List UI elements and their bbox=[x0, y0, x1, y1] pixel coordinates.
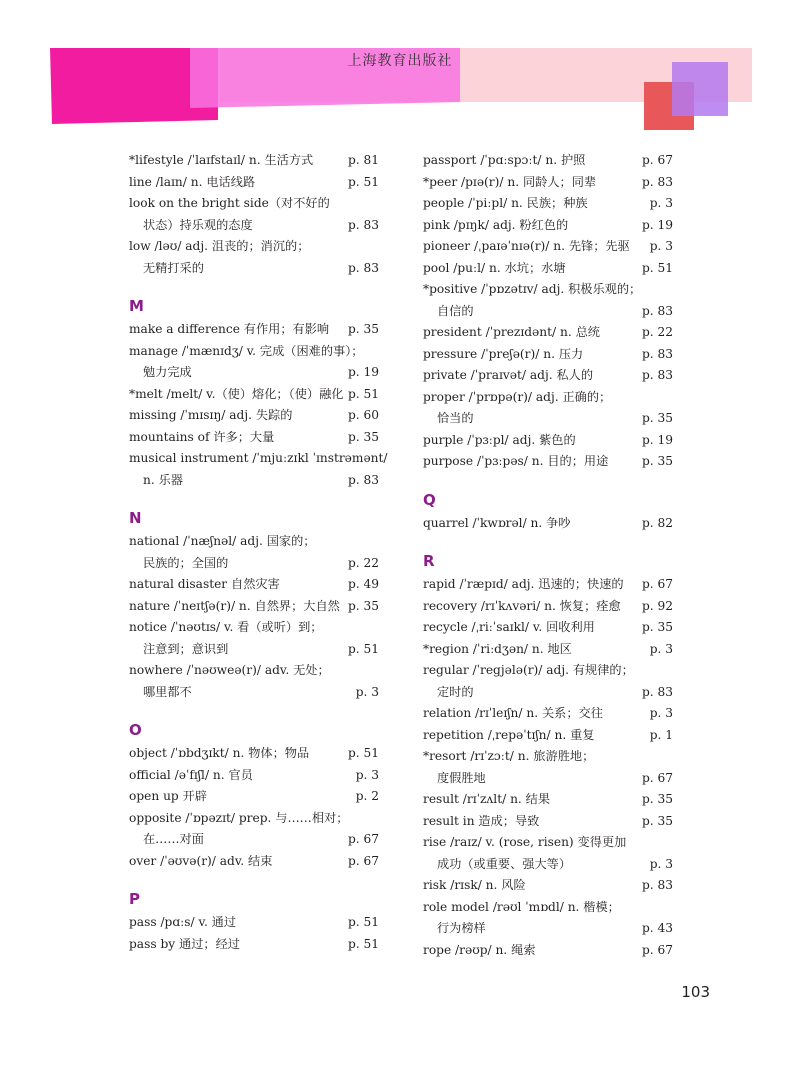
entry-page-ref: p. 22 bbox=[641, 325, 673, 339]
glossary-entry bbox=[129, 574, 379, 596]
glossary-entry bbox=[129, 660, 379, 682]
entry-text: rapid /ˈræpɪd/ adj. 迅速的；快速的 bbox=[423, 577, 624, 591]
entry-page-ref: p. 35 bbox=[641, 411, 673, 425]
entry-text: recycle /ˌriːˈsaɪkl/ v. 回收利用 bbox=[423, 620, 595, 634]
entry-text: repetition /ˌrepəˈtɪʃn/ n. 重复 bbox=[423, 727, 595, 742]
entry-page-ref: p. 67 bbox=[347, 832, 379, 846]
entry-page-ref: p. 35 bbox=[641, 620, 673, 634]
entry-page-ref: p. 3 bbox=[649, 706, 673, 720]
glossary-entry-continuation bbox=[129, 362, 379, 384]
glossary-entry bbox=[423, 279, 673, 301]
entry-text: pass /pɑːs/ v. 通过 bbox=[129, 915, 237, 929]
glossary-entry-continuation bbox=[129, 470, 379, 492]
entry-text: line /laɪn/ n. 电话线路 bbox=[129, 174, 256, 189]
glossary-entry bbox=[129, 341, 379, 363]
glossary-entry-continuation bbox=[129, 258, 379, 280]
glossary-left-column bbox=[129, 150, 388, 955]
entry-text: 恰当的 bbox=[437, 411, 474, 425]
entry-page-ref: p. 83 bbox=[347, 260, 379, 275]
entry-page-ref: p. 35 bbox=[347, 429, 379, 444]
glossary-entry-continuation bbox=[129, 215, 379, 237]
entry-text: official /əˈfɪʃl/ n. 官员 bbox=[129, 767, 253, 782]
entry-page-ref: p. 67 bbox=[641, 153, 673, 167]
entry-page-ref: p. 67 bbox=[347, 853, 379, 868]
entry-page-ref: p. 83 bbox=[641, 346, 673, 361]
entry-text: opposite /ˈɒpəzɪt/ prep. 与……相对； bbox=[129, 810, 349, 825]
entry-text: mountains of 许多；大量 bbox=[129, 429, 275, 444]
glossary-entry bbox=[423, 236, 673, 258]
entry-text: recovery /rɪˈkʌvəri/ n. 恢复；痊愈 bbox=[423, 598, 621, 613]
entry-text: people /ˈpiːpl/ n. 民族；种族 bbox=[423, 196, 588, 210]
section-letter-label: Q bbox=[423, 490, 436, 509]
glossary-entry-continuation bbox=[423, 918, 673, 940]
glossary-entry-continuation bbox=[129, 553, 379, 575]
entry-text: *region /ˈriːdʒən/ n. 地区 bbox=[423, 641, 572, 656]
entry-page-ref: p. 83 bbox=[641, 303, 673, 318]
entry-text: *peer /pɪə(r)/ n. 同龄人；同辈 bbox=[423, 174, 597, 189]
entry-page-ref: p. 60 bbox=[347, 408, 379, 422]
entry-text: nature /ˈneɪtʃə(r)/ n. 自然界；大自然 bbox=[129, 598, 340, 613]
section-letter-label: M bbox=[129, 297, 144, 315]
glossary-entry bbox=[423, 451, 673, 473]
entry-text: passport /ˈpɑːspɔːt/ n. 护照 bbox=[423, 153, 586, 167]
entry-text: missing /ˈmɪsɪŋ/ adj. 失踪的 bbox=[129, 408, 293, 422]
glossary-entry bbox=[129, 851, 379, 873]
entry-page-ref: p. 83 bbox=[641, 684, 673, 699]
section-letter bbox=[423, 534, 673, 574]
glossary-entry-continuation bbox=[423, 301, 673, 323]
glossary-entry bbox=[129, 912, 379, 934]
section-letter-label: P bbox=[129, 890, 140, 908]
glossary-entry bbox=[423, 387, 673, 409]
entry-page-ref: p. 83 bbox=[347, 217, 379, 232]
glossary-entry bbox=[129, 384, 379, 406]
glossary-entry bbox=[423, 703, 673, 725]
glossary-entry bbox=[129, 236, 379, 258]
entry-page-ref: p. 35 bbox=[641, 454, 673, 468]
glossary-entry bbox=[423, 172, 673, 194]
entry-page-ref: p. 1 bbox=[649, 727, 673, 742]
entry-text: musical instrument /ˈmjuːzɪkl ˈɪnstrəmənt/ bbox=[129, 451, 388, 465]
glossary-entry bbox=[423, 344, 673, 366]
section-letter bbox=[129, 491, 379, 531]
glossary-entry bbox=[423, 789, 673, 811]
glossary-entry bbox=[129, 531, 379, 553]
entry-page-ref: p. 51 bbox=[347, 174, 379, 189]
glossary-entry bbox=[129, 596, 379, 618]
entry-page-ref: p. 19 bbox=[641, 217, 673, 232]
entry-text: proper /ˈprɒpə(r)/ adj. 正确的； bbox=[423, 389, 612, 404]
section-letter bbox=[129, 872, 379, 912]
entry-page-ref: p. 81 bbox=[347, 153, 379, 167]
section-letter-label: N bbox=[129, 509, 142, 527]
entry-page-ref: p. 83 bbox=[641, 368, 673, 382]
entry-page-ref: p. 19 bbox=[641, 432, 673, 447]
entry-page-ref: p. 35 bbox=[641, 813, 673, 828]
entry-text: pioneer /ˌpaɪəˈnɪə(r)/ n. 先锋；先驱 bbox=[423, 239, 630, 253]
entry-page-ref: p. 43 bbox=[641, 921, 673, 935]
page-number: 103 bbox=[681, 983, 710, 1001]
glossary-entry bbox=[423, 574, 673, 596]
glossary-entry-continuation bbox=[423, 768, 673, 790]
entry-text: n. 乐器 bbox=[143, 472, 183, 487]
glossary-entry bbox=[129, 427, 379, 449]
entry-text: 注意到；意识到 bbox=[143, 641, 229, 656]
entry-page-ref: p. 51 bbox=[641, 260, 673, 275]
section-letter bbox=[129, 703, 379, 743]
entry-text: result in 造成；导致 bbox=[423, 813, 540, 828]
glossary-entry bbox=[423, 258, 673, 280]
glossary-entry bbox=[129, 617, 379, 639]
glossary-entry bbox=[423, 513, 673, 535]
entry-page-ref: p. 3 bbox=[355, 767, 379, 782]
entry-text: 成功（或重要、强大等） bbox=[437, 856, 572, 871]
entry-page-ref: p. 35 bbox=[347, 598, 379, 613]
header-banner bbox=[0, 0, 800, 140]
entry-page-ref: p. 67 bbox=[641, 942, 673, 957]
entry-page-ref: p. 49 bbox=[347, 577, 379, 591]
entry-text: manage /ˈmænɪdʒ/ v. 完成（困难的事）； bbox=[129, 343, 364, 358]
entry-text: 民族的；全国的 bbox=[143, 555, 229, 570]
entry-text: 勉力完成 bbox=[143, 365, 192, 379]
entry-text: purpose /ˈpɜːpəs/ n. 目的；用途 bbox=[423, 454, 609, 468]
entry-text: 度假胜地 bbox=[437, 770, 486, 785]
entry-page-ref: p. 51 bbox=[347, 746, 379, 760]
entry-page-ref: p. 3 bbox=[355, 684, 379, 699]
entry-text: *melt /melt/ v.（使）熔化；（使）融化 bbox=[129, 386, 344, 401]
entry-page-ref: p. 3 bbox=[649, 856, 673, 871]
publisher-name: 上海教育出版社 bbox=[347, 53, 453, 69]
glossary-entry bbox=[423, 875, 673, 897]
entry-page-ref: p. 51 bbox=[347, 386, 379, 401]
glossary-entry bbox=[423, 193, 673, 215]
glossary-entry bbox=[423, 322, 673, 344]
entry-page-ref: p. 51 bbox=[347, 641, 379, 656]
entry-text: pressure /ˈpreʃə(r)/ n. 压力 bbox=[423, 346, 584, 361]
entry-text: 行为榜样 bbox=[437, 921, 486, 935]
entry-text: role model /rəʊl ˈmɒdl/ n. 楷模； bbox=[423, 899, 620, 914]
glossary-entry bbox=[423, 617, 673, 639]
section-letter-label: R bbox=[423, 552, 435, 570]
entry-page-ref: p. 3 bbox=[649, 196, 673, 210]
section-letter bbox=[423, 473, 673, 513]
glossary-entry bbox=[423, 832, 673, 854]
glossary-entry bbox=[423, 746, 673, 768]
entry-text: *lifestyle /ˈlaɪfstaɪl/ n. 生活方式 bbox=[129, 153, 314, 167]
entry-page-ref: p. 67 bbox=[641, 770, 673, 785]
entry-text: risk /rɪsk/ n. 风险 bbox=[423, 878, 526, 892]
entry-text: 哪里都不 bbox=[143, 684, 192, 699]
glossary-entry-continuation bbox=[423, 682, 673, 704]
glossary-right-column bbox=[423, 150, 673, 961]
entry-text: 无精打采的 bbox=[143, 260, 204, 275]
entry-text: relation /rɪˈleɪʃn/ n. 关系；交往 bbox=[423, 706, 603, 720]
glossary-entry bbox=[129, 808, 379, 830]
entry-text: result /rɪˈzʌlt/ n. 结果 bbox=[423, 792, 551, 806]
glossary-entry-continuation bbox=[423, 408, 673, 430]
entry-text: object /ˈɒbdʒɪkt/ n. 物体；物品 bbox=[129, 746, 310, 760]
entry-text: regular /ˈregjələ(r)/ adj. 有规律的； bbox=[423, 663, 634, 677]
glossary-entry bbox=[129, 765, 379, 787]
entry-text: open up 开辟 bbox=[129, 789, 207, 803]
entry-page-ref: p. 92 bbox=[641, 598, 673, 613]
entry-text: 状态）持乐观的态度 bbox=[143, 217, 253, 232]
glossary-entry bbox=[423, 897, 673, 919]
entry-page-ref: p. 19 bbox=[347, 365, 379, 379]
entry-text: *positive /ˈpɒzətɪv/ adj. 积极乐观的； bbox=[423, 282, 642, 296]
entry-text: national /ˈnæʃnəl/ adj. 国家的； bbox=[129, 534, 316, 548]
glossary-entry bbox=[129, 448, 388, 470]
entry-text: *resort /rɪˈzɔːt/ n. 旅游胜地； bbox=[423, 749, 595, 763]
section-letter-label: O bbox=[129, 721, 142, 739]
entry-page-ref: p. 83 bbox=[347, 472, 379, 487]
glossary-entry bbox=[423, 215, 673, 237]
entry-text: look on the bright side（对不好的 bbox=[129, 196, 330, 210]
glossary-entry bbox=[423, 596, 673, 618]
entry-text: quarrel /ˈkwɒrəl/ n. 争吵 bbox=[423, 515, 571, 530]
section-letter bbox=[129, 279, 379, 319]
entry-page-ref: p. 3 bbox=[649, 641, 673, 656]
entry-text: nowhere /ˈnəʊweə(r)/ adv. 无处； bbox=[129, 663, 330, 677]
entry-text: low /ləʊ/ adj. 沮丧的；消沉的； bbox=[129, 239, 310, 253]
glossary-entry bbox=[129, 743, 379, 765]
entry-text: pool /puːl/ n. 水坑；水塘 bbox=[423, 260, 566, 275]
glossary-entry-continuation bbox=[129, 829, 379, 851]
glossary-entry bbox=[129, 319, 379, 341]
entry-page-ref: p. 22 bbox=[347, 555, 379, 570]
glossary-entry bbox=[129, 172, 379, 194]
entry-page-ref: p. 67 bbox=[641, 577, 673, 591]
glossary-entry bbox=[129, 193, 379, 215]
entry-text: pass by 通过；经过 bbox=[129, 936, 240, 951]
entry-page-ref: p. 3 bbox=[649, 239, 673, 253]
glossary-entry bbox=[423, 811, 673, 833]
entry-text: over /ˈəʊvə(r)/ adv. 结束 bbox=[129, 853, 273, 868]
glossary-entry bbox=[423, 365, 673, 387]
glossary-entry bbox=[423, 660, 673, 682]
entry-text: 在……对面 bbox=[143, 832, 204, 846]
glossary-entry bbox=[423, 725, 673, 747]
glossary-entry-continuation bbox=[423, 854, 673, 876]
entry-text: make a difference 有作用；有影响 bbox=[129, 322, 330, 336]
entry-page-ref: p. 2 bbox=[355, 789, 379, 803]
entry-page-ref: p. 51 bbox=[347, 936, 379, 951]
entry-text: private /ˈpraɪvət/ adj. 私人的 bbox=[423, 368, 594, 382]
entry-page-ref: p. 35 bbox=[347, 322, 379, 336]
glossary-entry-continuation bbox=[129, 682, 379, 704]
entry-text: notice /ˈnəʊtɪs/ v. 看（或听）到； bbox=[129, 620, 323, 634]
entry-text: rise /raɪz/ v. (rose, risen) 变得更加 bbox=[423, 835, 627, 849]
glossary-entry bbox=[129, 150, 379, 172]
glossary-entry bbox=[423, 430, 673, 452]
entry-text: purple /ˈpɜːpl/ adj. 紫色的 bbox=[423, 432, 576, 447]
entry-page-ref: p. 51 bbox=[347, 915, 379, 929]
entry-text: president /ˈprezɪdənt/ n. 总统 bbox=[423, 325, 600, 339]
entry-page-ref: p. 82 bbox=[641, 515, 673, 530]
glossary-entry bbox=[423, 940, 673, 962]
entry-text: natural disaster 自然灾害 bbox=[129, 577, 280, 591]
entry-text: pink /pɪŋk/ adj. 粉红色的 bbox=[423, 217, 569, 232]
entry-page-ref: p. 83 bbox=[641, 878, 673, 892]
entry-text: rope /rəʊp/ n. 绳索 bbox=[423, 942, 536, 957]
entry-text: 定时的 bbox=[437, 684, 474, 699]
glossary-entry bbox=[129, 405, 379, 427]
entry-text: 自信的 bbox=[437, 303, 474, 318]
glossary-entry bbox=[423, 150, 673, 172]
glossary-entry bbox=[129, 934, 379, 956]
glossary-entry bbox=[129, 786, 379, 808]
entry-page-ref: p. 83 bbox=[641, 174, 673, 189]
entry-page-ref: p. 35 bbox=[641, 792, 673, 806]
glossary-entry bbox=[423, 639, 673, 661]
glossary-entry-continuation bbox=[129, 639, 379, 661]
